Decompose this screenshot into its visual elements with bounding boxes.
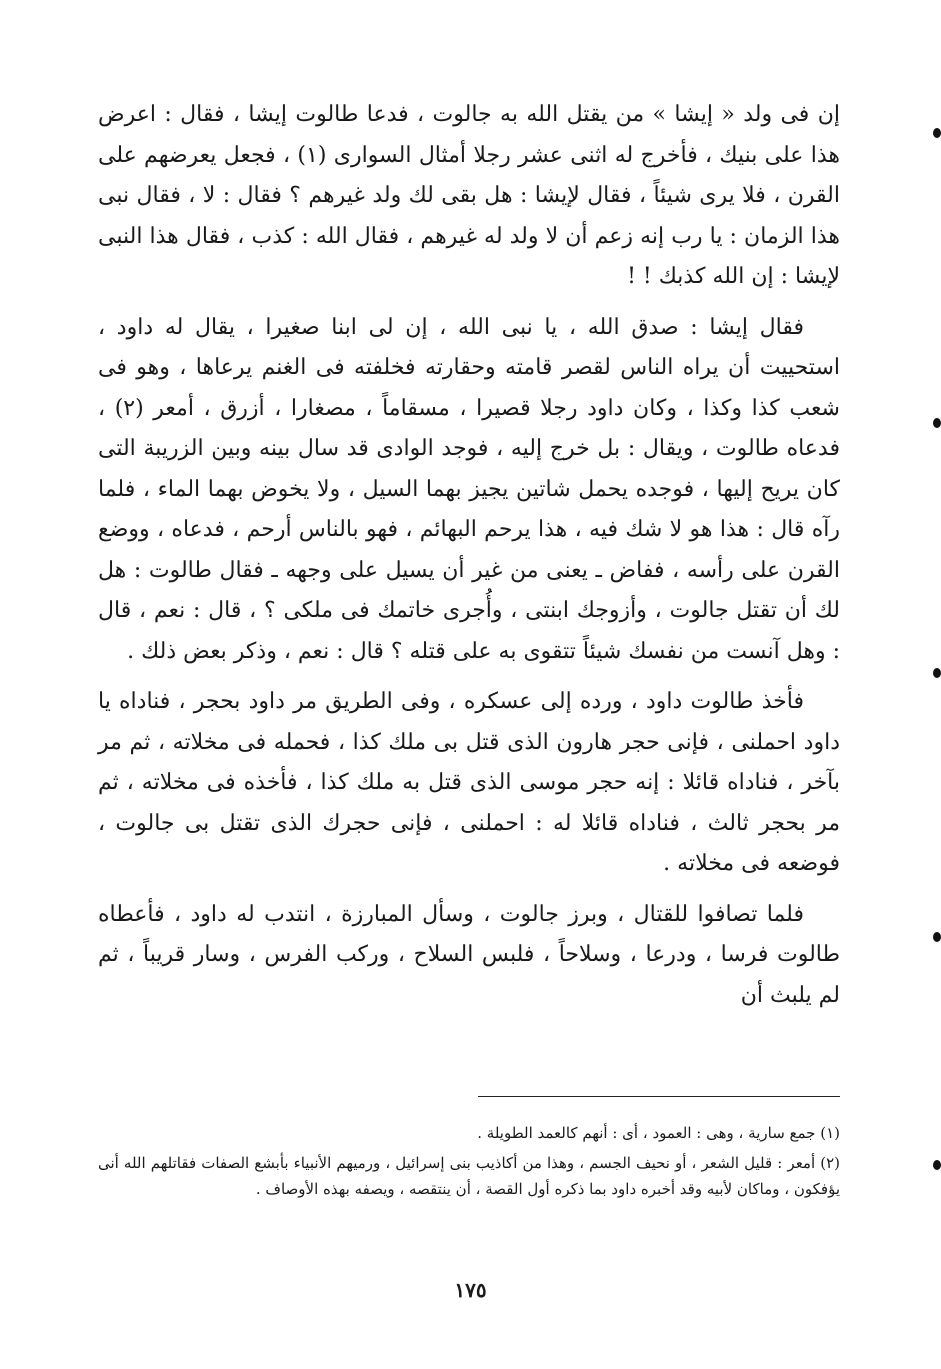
footnote-1: (١) جمع سارية ، وهى : العمود ، أى : أنهم كالعمد الطويلة . (477, 1124, 840, 1142)
main-text (98, 95, 840, 1026)
binding-hole-mark (933, 932, 941, 942)
binding-hole-mark (933, 128, 941, 138)
paragraph-3: فأخذ طالوت داود ، ورده إلى عسكره ، وفى الطريق مر داود بحجر ، فناداه يا داود احملنى ، فإنى حجر هارون الذى قتل بى ملك كذا ، فحمله فى مخلاته ، ثم مر بآخر ، فناداه قائلا : إنه حجر موسى الذى قتل به ملك كذا ، فأخذه فى مخلاته ، ثم مر بحجر ثالث ، فناداه قائلا له : احملنى ، فإنى حجرك الذى تقتل بى جالوت ، فوضعه فى مخلاته . (98, 689, 840, 876)
footnotes (98, 1120, 840, 1206)
binding-hole-mark (933, 418, 941, 428)
binding-hole-mark (933, 668, 941, 678)
binding-hole-mark (933, 1160, 941, 1170)
footnote-divider (478, 1096, 840, 1097)
footnote-2: (٢) أمعر : قليل الشعر ، أو نحيف الجسم ، وهذا من أكاذيب بنى إسرائيل ، ورميهم الأنبياء بأبشع الصفات فقاتلهم الله أنى يؤفكون ، وماكان لأبيه وقد أخبره داود بما ذكره أول القصة ، أن ينتقصه ، ويصفه بهذه الأوصاف . (98, 1154, 840, 1198)
paragraph-4: فلما تصافوا للقتال ، وبرز جالوت ، وسأل المبارزة ، انتدب له داود ، فأعطاه طالوت فرسا ، ودرعا ، وسلاحاً ، فلبس السلاح ، وركب الفرس ، وسار قريباً ، ثم لم يلبث أن (98, 901, 840, 1008)
page-number: ١٧٥ (454, 1278, 487, 1302)
paragraph-2: فقال إيشا : صدق الله ، يا نبى الله ، إن لى ابنا صغيرا ، يقال له داود ، استحييت أن يراه الناس لقصر قامته وحقارته فخلفته فى الغنم يرعاها ، وهو فى شعب كذا وكذا ، وكان داود رجلا قصيرا ، مسقاماً ، مصغارا ، أزرق ، أمعر (٢) ، فدعاه طالوت ، ويقال : بل خرج إليه ، فوجد الوادى قد سال بينه وبين الزريبة التى كان يريح إليها ، فوجده يحمل شاتين يجيز بهما السيل ، ولا يخوض بهما الماء ، فلما رآه قال : هذا هو لا شك فيه ، هذا يرحم البهائم ، فهو بالناس أرحم ، فدعاه ، ووضع القرن على رأسه ، ففاض ـ يعنى من غير أن يسيل على وجهه ـ فقال طالوت : هل لك أن تقتل جالوت ، وأزوجك ابنتى ، وأُجرى خاتمك فى ملكى ؟ ، قال : نعم ، قال : وهل آنست من نفسك شيئاً تتقوى به على قتله ؟ قال : نعم ، وذكر بعض ذلك . (98, 314, 840, 664)
paragraph-1: إن فى ولد « إيشا » من يقتل الله به جالوت ، فدعا طالوت إيشا ، فقال : اعرض هذا على بنيك ، فأخرج له اثنى عشر رجلا أمثال السوارى (١) ، فجعل يعرضهم على القرن ، فلا يرى شيئاً ، فقال لإيشا : هل بقى لك ولد غيرهم ؟ فقال : لا ، فقال نبى هذا الزمان : يا رب إنه زعم أن لا ولد له غيرهم ، فقال الله : كذب ، فقال هذا النبى لإيشا : إن الله كذبك ! ! (98, 102, 841, 289)
